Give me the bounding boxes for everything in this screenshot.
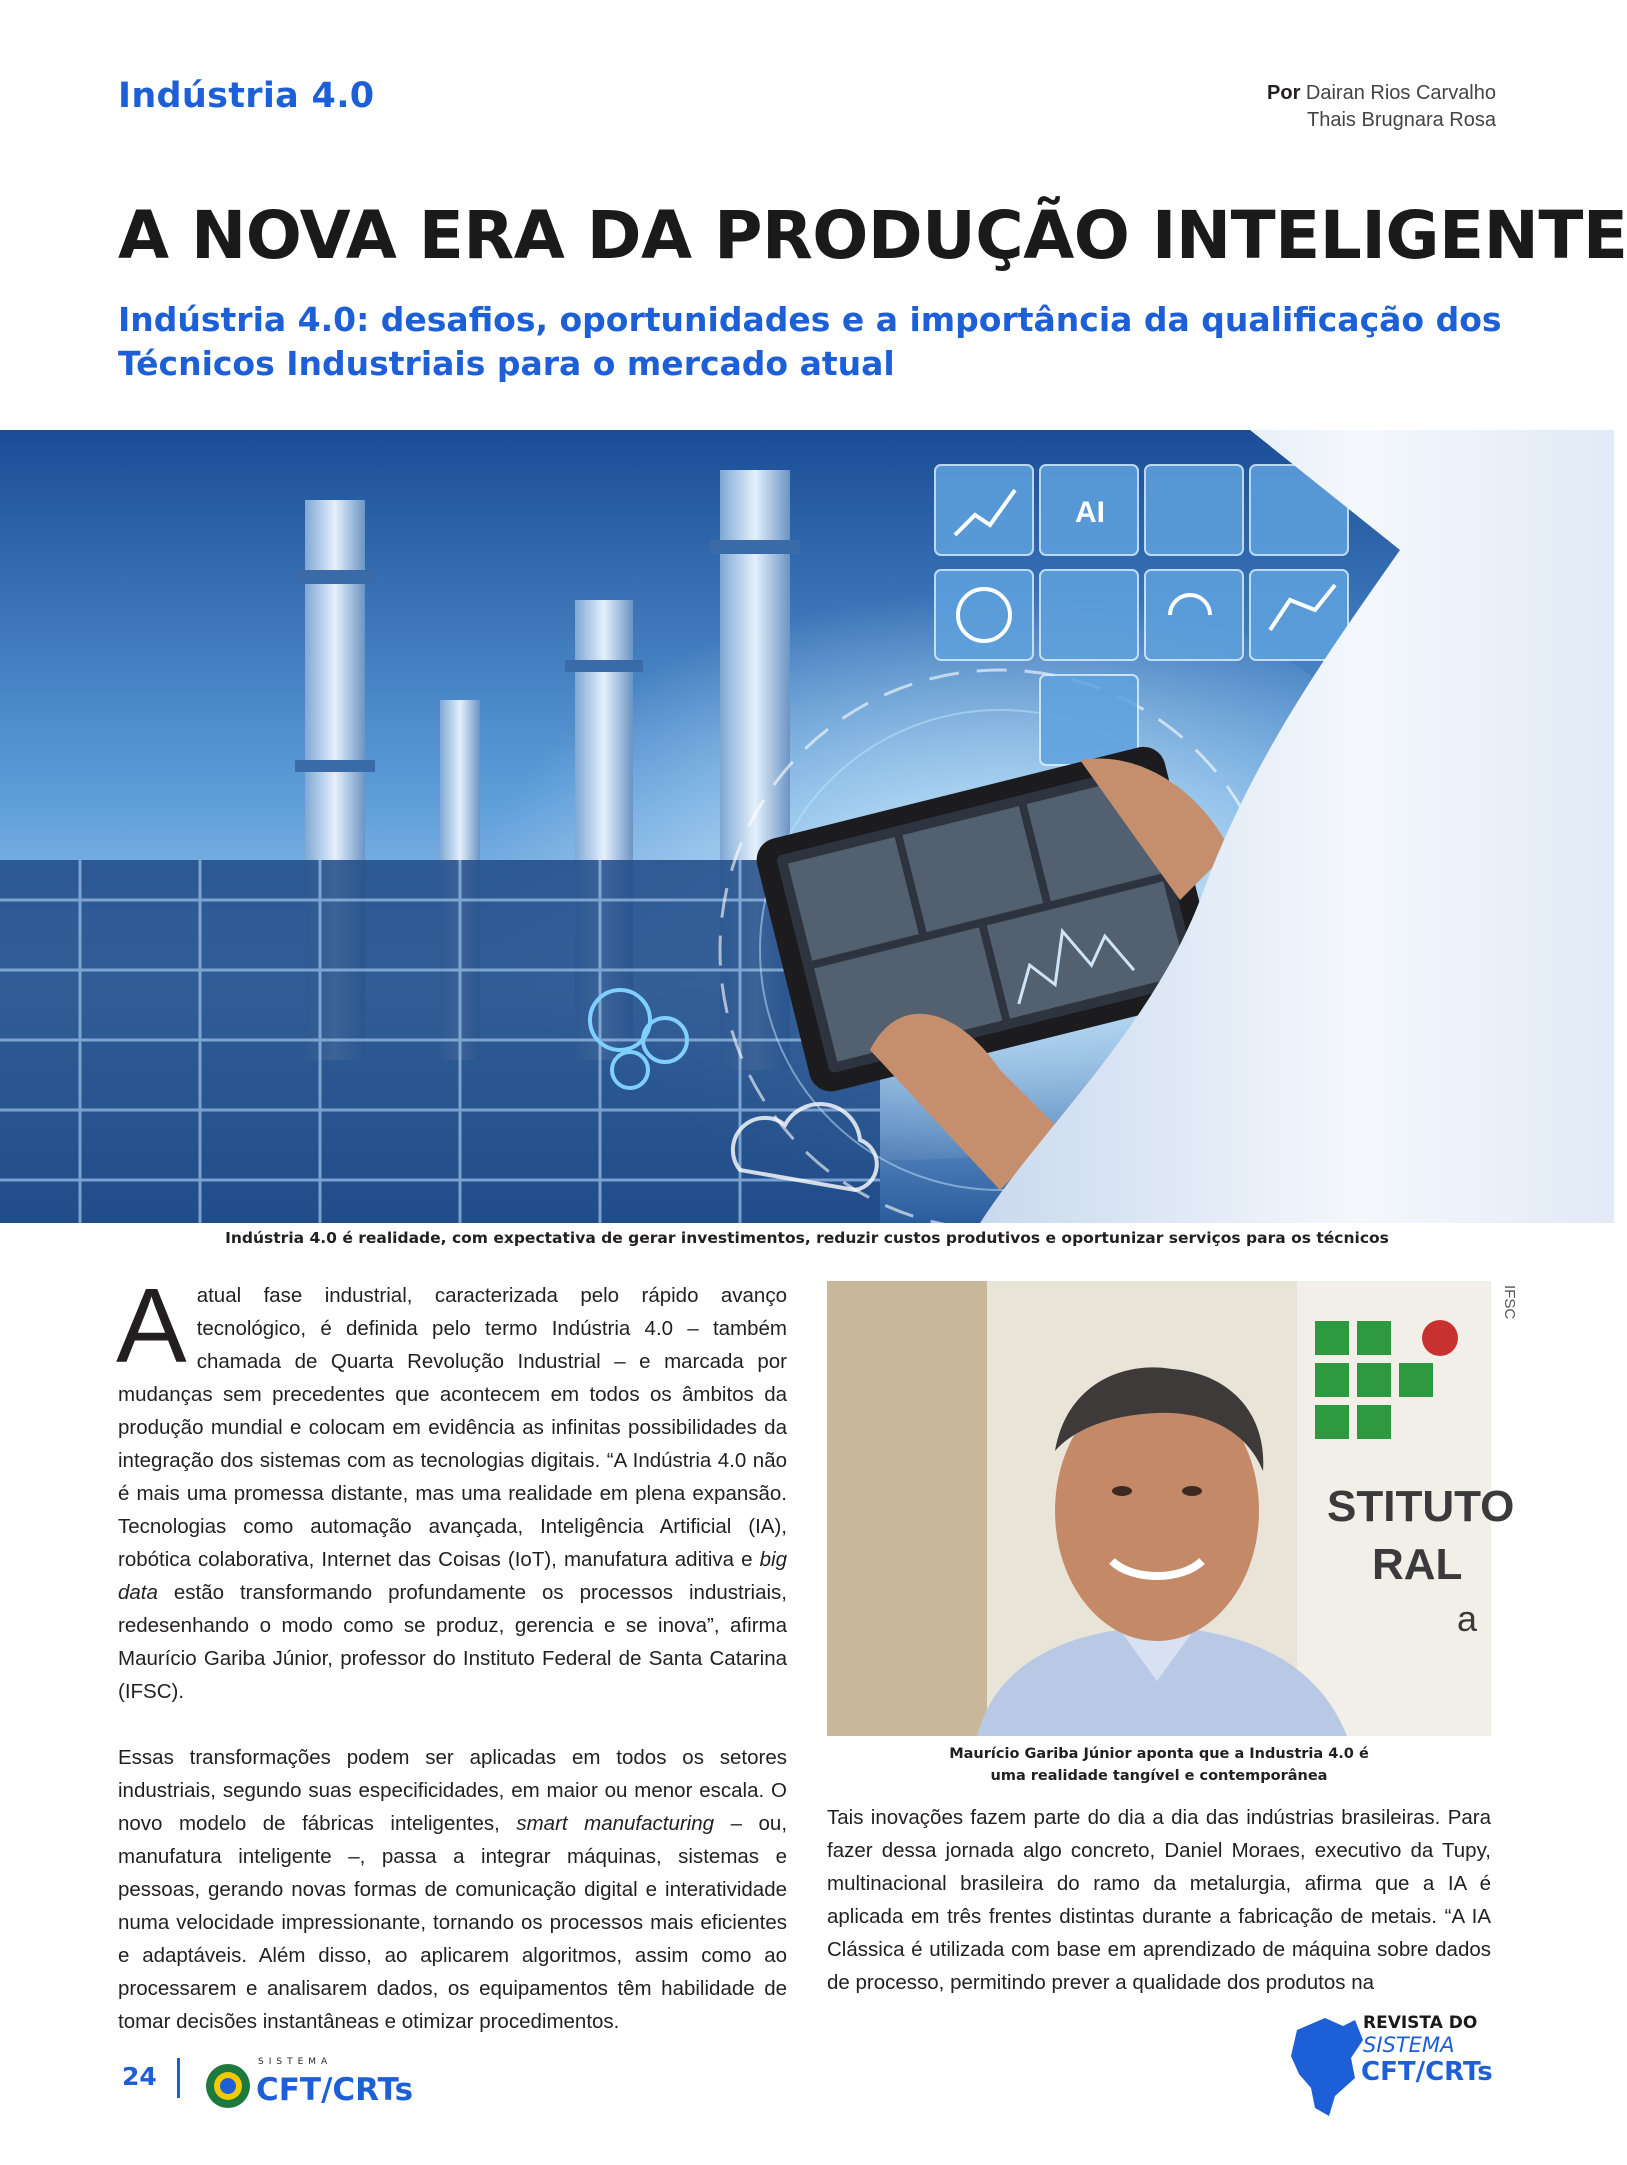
- caption-line: Maurício Gariba Júnior aponta que a Industria 4.0 é: [949, 1746, 1369, 1762]
- wall-sign-text: a: [1457, 1598, 1478, 1639]
- author-name: Thais Brugnara Rosa: [1307, 109, 1496, 131]
- magazine-logo-line: REVISTA DO: [1363, 2013, 1478, 2033]
- logo-small-text: SISTEMA: [258, 2057, 333, 2067]
- portrait-caption: [827, 1743, 1491, 1787]
- magazine-logo-line: CFT/CRTs: [1361, 2057, 1493, 2087]
- ai-panel-label: AI: [1075, 496, 1105, 529]
- paragraph: Tais inovações fazem parte do dia a dia das indústrias brasileiras. Para fazer dessa jornada algo concreto, Daniel Moraes, executivo da Tupy, multinacional brasileira do ramo da metalurgia, afirma que a IA é aplicada em três frentes distintas durante a fabricação de metais. “A IA Clássica é utilizada com base em aprendizado de máquina sobre dados de processo, permitindo prever a qualidade dos produtos na: [827, 1806, 1491, 1994]
- page-number: 24: [122, 2062, 157, 2091]
- dropcap: A: [116, 1267, 187, 1385]
- hero-image: [0, 430, 1614, 1223]
- paragraph-text: Essas transformações podem ser aplicadas em todos os setores industriais, segundo suas especificidades, em maior ou menor escala. O novo modelo de fábricas inteligentes,: [118, 1746, 787, 1835]
- wall-sign-text: STITUTO: [1327, 1482, 1515, 1531]
- emphasis: big data: [118, 1548, 787, 1604]
- author-name: Dairan Rios Carvalho: [1305, 82, 1496, 104]
- section-label: Indústria 4.0: [118, 76, 375, 116]
- magazine-logo-line: SISTEMA: [1363, 2033, 1455, 2057]
- footer-divider: [177, 2058, 180, 2098]
- cft-crts-logo: [200, 2036, 440, 2116]
- paragraph-text: – ou, manufatura inteligente –, passa a integrar máquinas, sistemas e pessoas, gerando novas formas de comunicação digital e interatividade numa velocidade impressionante, tornando os processos mais eficientes e adaptáveis. Além disso, ao aplicarem algoritmos, assim como ao processarem e analisarem dados, os equipamentos têm habilidade de tomar decisões instantâneas e otimizar procedimentos.: [118, 1812, 788, 2033]
- paragraph: [118, 1741, 787, 2038]
- paragraph: [116, 1267, 787, 1708]
- paragraph-text: atual fase industrial, caracterizada pelo rápido avanço tecnológico, é definida pelo termo Indústria 4.0 – também chamada de Quarta Revolução Industrial – e marcada por mudanças sem precedentes que acontecem em todos os âmbitos da produção mundial e colocam em evidência as infinitas possibilidades da integração dos sistemas com as tecnologias digitais. “A Indústria 4.0 não é mais uma promessa distante, mas uma realidade em plena expansão. Tecnologias como automação avançada, Inteligência Artificial (IA), robótica colaborativa, Internet das Coisas (IoT), manufatura aditiva e: [118, 1284, 787, 1571]
- byline-prefix: Por: [1267, 82, 1301, 104]
- article-title: A NOVA ERA DA PRODUÇÃO INTELIGENTE: [118, 197, 1627, 274]
- emphasis: smart manufacturing: [516, 1812, 715, 1835]
- logo-main-text: CFT/CRTs: [256, 2072, 414, 2108]
- portrait-photo-credit: IFSC: [1501, 1285, 1518, 1320]
- body-column-left: [116, 1267, 788, 2038]
- article-subtitle: Indústria 4.0: desafios, oportunidades e a importância da qualificação dos Técnicos Industriais para o mercado atual: [118, 300, 1502, 383]
- hero-caption: Indústria 4.0 é realidade, com expectativa de gerar investimentos, reduzir custos produtivos e oportunizar serviços para os técnicos: [225, 1229, 1389, 1247]
- body-column-right: [827, 1801, 1491, 1999]
- byline: [1267, 80, 1496, 134]
- paragraph-text: estão transformando profundamente os processos industriais, redesenhando o modo como se produz, gerencia e se inova”, afirma Maurício Gariba Júnior, professor do Instituto Federal de Santa Catarina (IFSC).: [118, 1581, 787, 1703]
- wall-sign-text: RAL: [1372, 1540, 1463, 1589]
- magazine-logo: [1285, 2000, 1495, 2118]
- caption-line: uma realidade tangível e contemporânea: [990, 1768, 1328, 1784]
